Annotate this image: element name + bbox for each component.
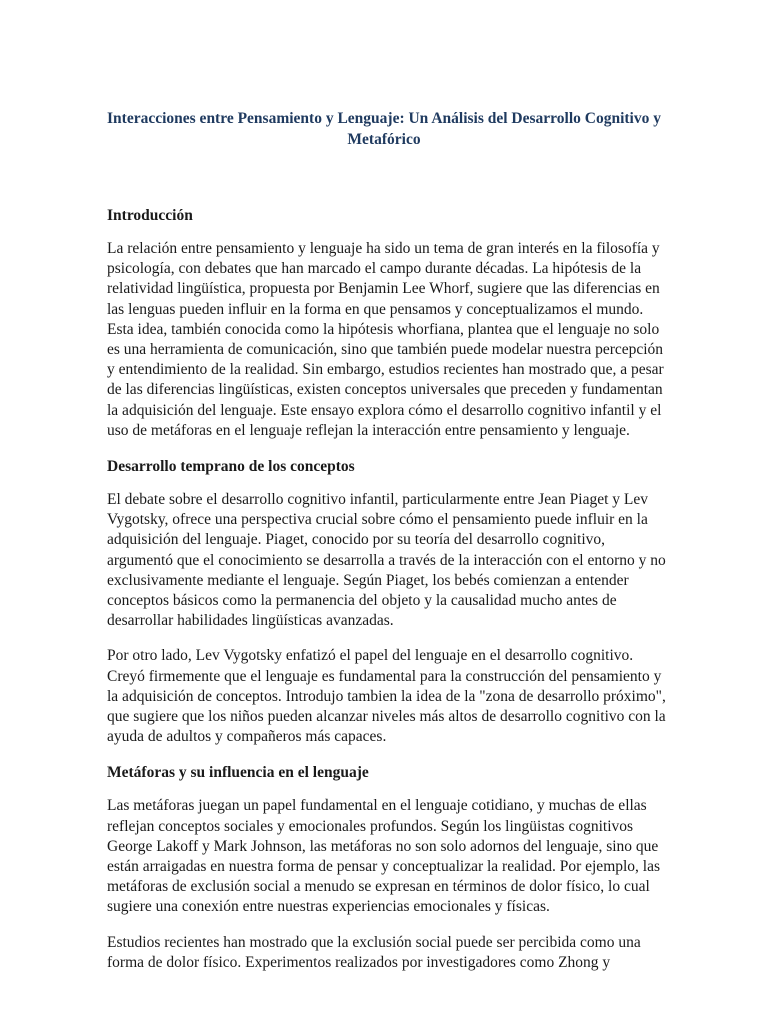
section-heading-desarrollo: Desarrollo temprano de los conceptos [107, 458, 355, 476]
paragraph-introduccion-1: La relación entre pensamiento y lenguaje ha sido un tema de gran interés en la filosofía y psicología, con debates que han marcado el campo durante décadas. La hipótesis de la relatividad lingüística, propuesta por Benjamin Lee Whorf, sugiere que las diferencias en las lenguas pueden influir en la forma en que pensamos y conceptualizamos el mundo. Esta idea, también conocida como la hipótesis whorfiana, plantea que el lenguaje no solo es una herramienta de comunicación, sino que también puede modelar nuestra percepción y entendimiento de la realidad. Sin embargo, estudios recientes han mostrado que, a pesar de las diferencias lingüísticas, existen conceptos universales que preceden y fundamentan la adquisición del lenguaje. Este ensayo explora cómo el desarrollo cognitivo infantil y el uso de metáforas en el lenguaje reflejan la interacción entre pensamiento y lenguaje. [107, 240, 664, 439]
paragraph-metaforas-2: Estudios recientes han mostrado que la exclusión social puede ser percibida como una forma de dolor físico. Experimentos realizados por investigadores como Zhong y [107, 933, 641, 971]
document-body [107, 205, 667, 988]
section-heading-introduccion: Introducción [107, 207, 193, 224]
paragraph-desarrollo-2: Por otro lado, Lev Vygotsky enfatizó el papel del lenguaje en el desarrollo cognitivo. Creyó firmemente que el lenguaje es fundamental para la construcción del pensamiento y la adquisición de conceptos. Introdujo tambien la idea de la "zona de desarrollo próximo", que sugiere que los niños pueden alcanzar niveles más altos de desarrollo cognitivo con la ayuda de adultos y compañeros más capaces. [107, 647, 666, 746]
section-heading-metaforas: Metáforas y su influencia en el lenguaje [107, 764, 369, 782]
paragraph-desarrollo-1: El debate sobre el desarrollo cognitivo infantil, particularmente entre Jean Piaget y Lev Vygotsky, ofrece una perspectiva crucial sobre cómo el pensamiento puede influir en la adquisición del lenguaje. Piaget, conocido por su teoría del desarrollo cognitivo, argumentó que el conocimiento se desarrolla a través de la interacción con el entorno y no exclusivamente mediante el lenguaje. Según Piaget, los bebés comienzan a entender conceptos básicos como la permanencia del objeto y la causalidad mucho antes de desarrollar habilidades lingüísticas avanzadas. [107, 491, 666, 630]
paragraph-metaforas-1: Las metáforas juegan un papel fundamental en el lenguaje cotidiano, y muchas de ellas reflejan conceptos sociales y emocionales profundos. Según los lingüistas cognitivos George Lakoff y Mark Johnson, las metáforas no son solo adornos del lenguaje, sino que están arraigadas en nuestra forma de pensar y conceptualizar la realidad. Por ejemplo, las metáforas de exclusión social a menudo se expresan en términos de dolor físico, lo cual sugiere una conexión entre nuestras experiencias emocionales y físicas. [107, 797, 661, 916]
document-title: Interacciones entre Pensamiento y Lenguaje: Un Análisis del Desarrollo Cognitivo y Metafórico [107, 110, 661, 148]
